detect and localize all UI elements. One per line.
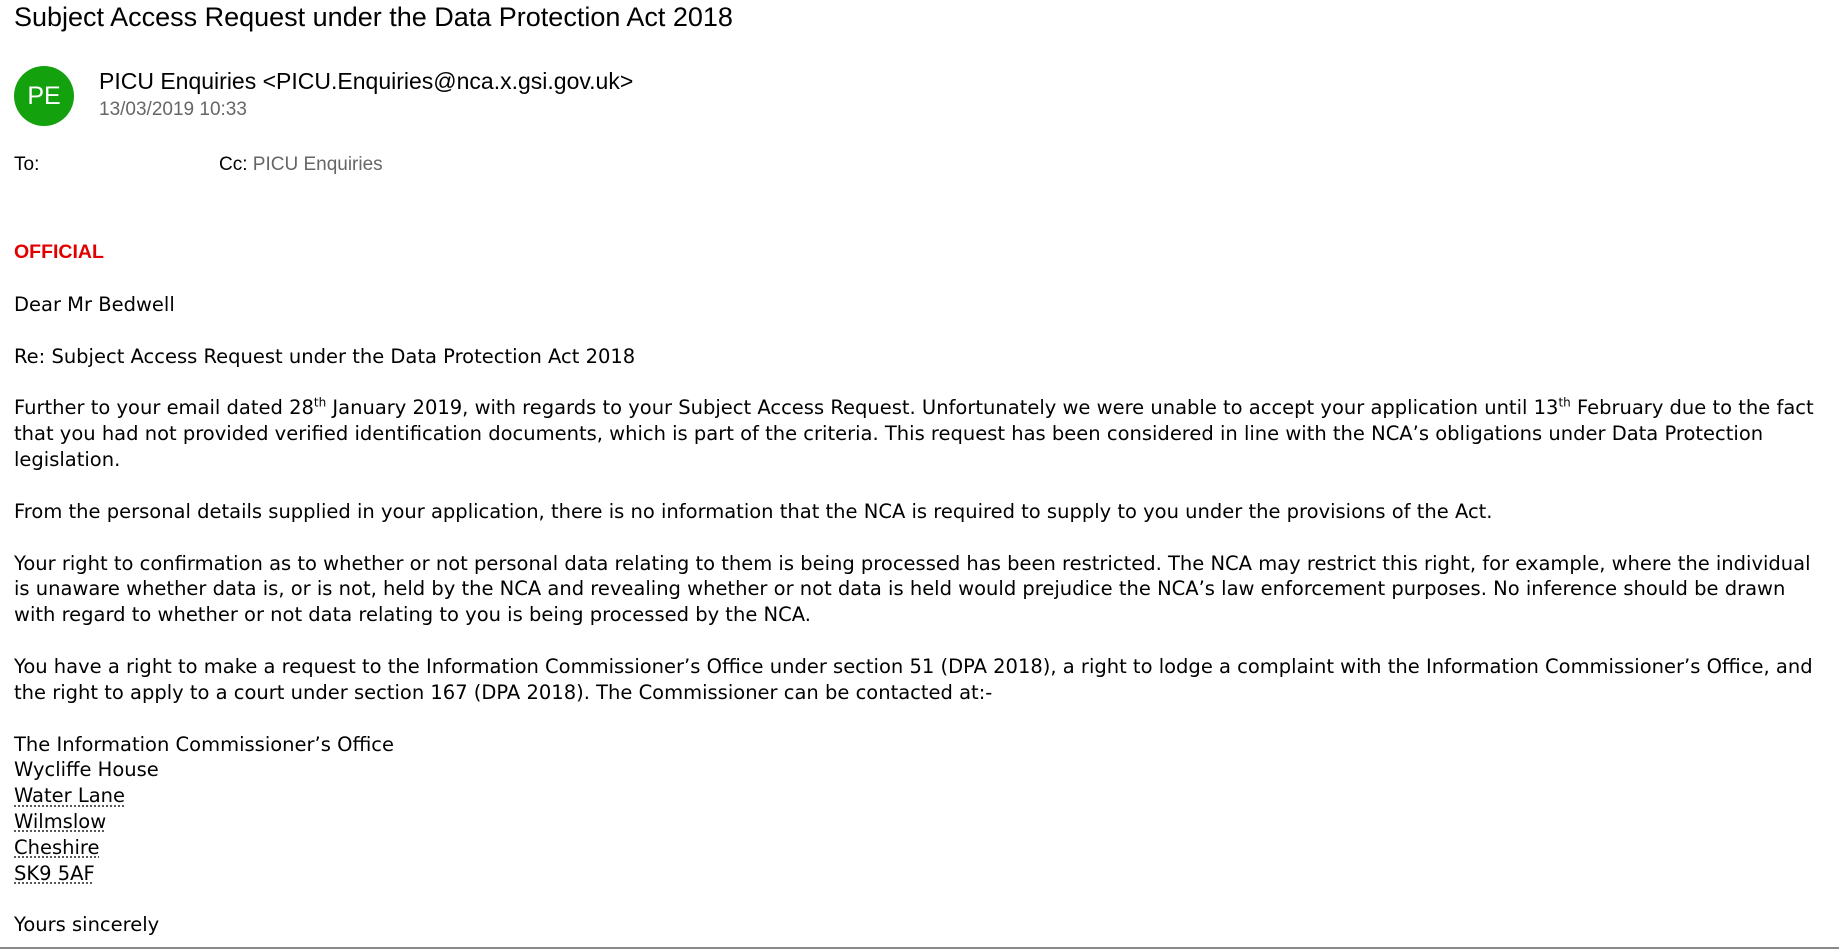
email-subject: Subject Access Request under the Data Protection Act 2018	[14, 2, 733, 32]
ordinal-suffix: th	[313, 395, 327, 410]
address-line	[14, 861, 1814, 887]
address-postcode-link[interactable]: SK9 5AF	[14, 861, 95, 885]
paragraph-1-text: February due to the fact that you had not provided verified identification documents, which is part of the criteria. This request has been considered in line with the NCA’s obligations under Data Protection legislation.	[14, 396, 1814, 471]
address-street-link[interactable]: Water Lane	[14, 784, 126, 808]
classification-label: OFFICIAL	[14, 241, 104, 263]
closing: Yours sincerely	[14, 913, 160, 937]
email-body	[14, 240, 1814, 938]
address-line: The Information Commissioner’s Office	[14, 732, 395, 756]
address-town-link[interactable]: Wilmslow	[14, 809, 107, 833]
paragraph-2: From the personal details supplied in your application, there is no information that the NCA is required to supply to you under the provisions of the Act.	[14, 499, 1493, 523]
paragraph-4: You have a right to make a request to the Information Commissioner’s Office under section 51 (DPA 2018), a right to lodge a complaint with the Information Commissioner’s Office, and the right to apply to a court under section 167 (DPA 2018). The Commissioner can be contacted at:-	[14, 654, 1813, 704]
cc-field	[219, 154, 383, 176]
paragraph-1-text: Further to your email dated 28	[14, 396, 314, 420]
address-line	[14, 783, 1814, 809]
sent-date: 13/03/2019 10:33	[99, 99, 247, 120]
cc-label: Cc:	[219, 154, 248, 175]
sender-avatar[interactable]: PE	[14, 66, 74, 126]
ordinal-suffix: th	[1558, 395, 1571, 410]
address-line	[14, 809, 1814, 835]
cc-recipient[interactable]: PICU Enquiries	[252, 154, 383, 175]
paragraph-3: Your right to confirmation as to whether or not personal data relating to them is being processed has been restricted. The NCA may restrict this right, for example, where the individual is unaware whether data is, or is not, held by the NCA and revealing whether or not data is held would prejudice the NCA’s law enforcement purposes. No inference should be drawn with regard to whether or not data relating to you is being processed by the NCA.	[14, 551, 1811, 627]
sender-name[interactable]: PICU Enquiries <PICU.Enquiries@nca.x.gsi.gov.uk>	[99, 68, 634, 94]
paragraph-1	[14, 395, 1814, 472]
greeting: Dear Mr Bedwell	[14, 292, 175, 316]
to-label: To:	[14, 154, 40, 175]
re-line: Re: Subject Access Request under the Data Protection Act 2018	[14, 344, 636, 368]
address-county-link[interactable]: Cheshire	[14, 835, 100, 859]
address-block	[14, 732, 1814, 887]
address-line	[14, 835, 1814, 861]
paragraph-1-text: January 2019, with regards to your Subject Access Request. Unfortunately we were unable to accept your application until 13	[326, 396, 1559, 420]
address-line: Wycliffe House	[14, 758, 159, 782]
